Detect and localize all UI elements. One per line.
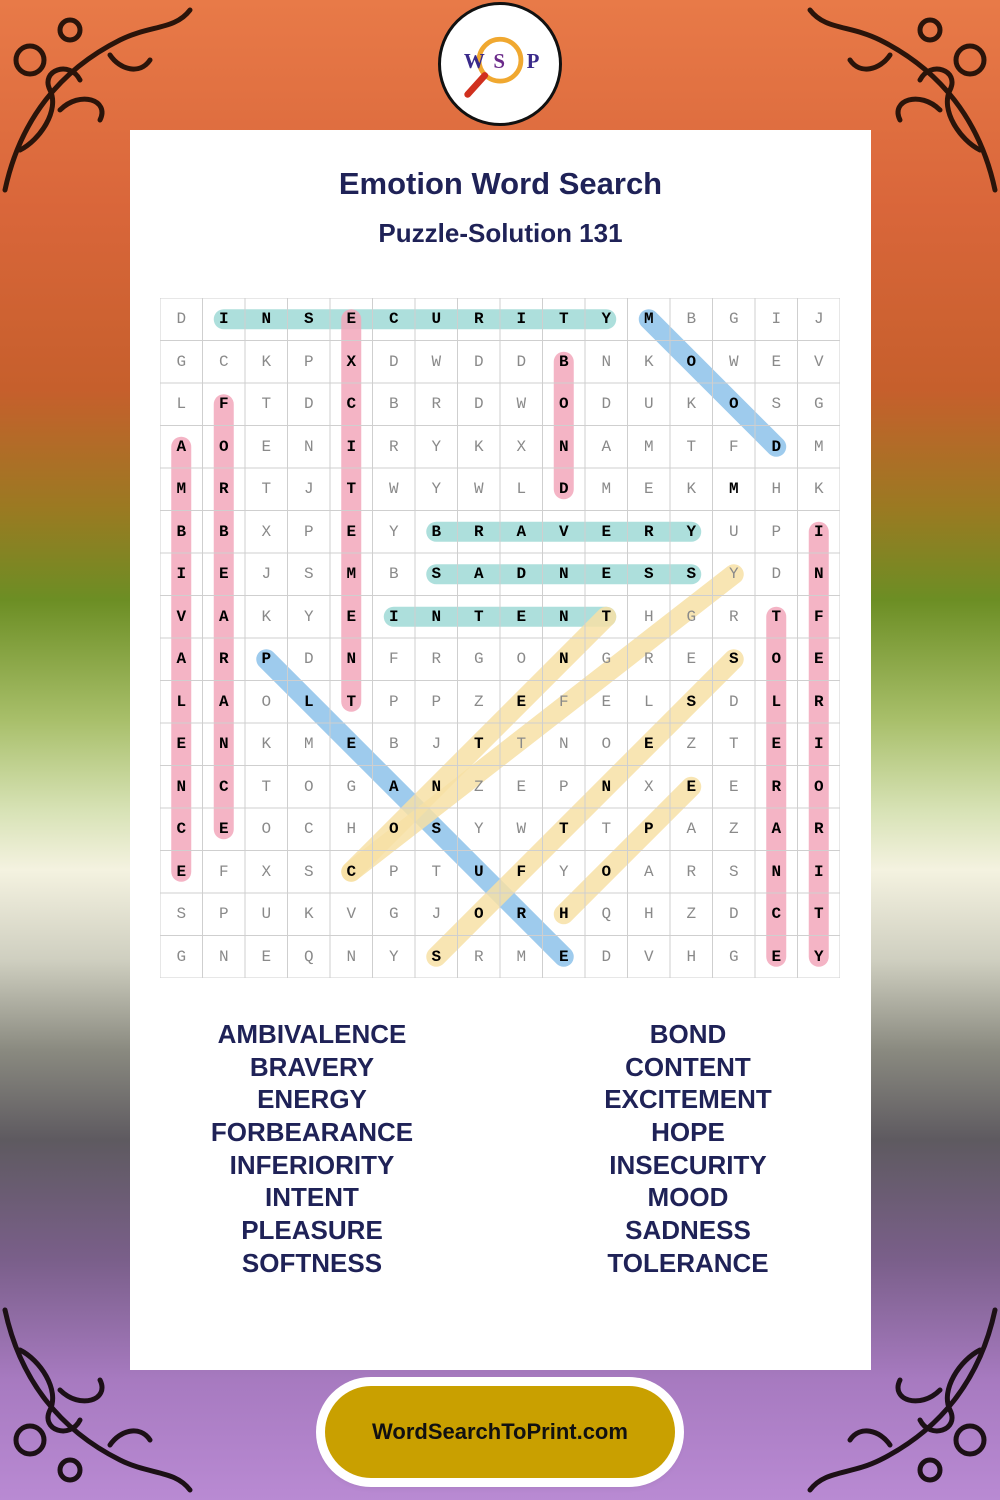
grid-cell[interactable]: R	[771, 777, 782, 796]
grid-cell[interactable]: N	[601, 777, 612, 796]
grid-cell[interactable]: F	[388, 650, 399, 668]
grid-cell[interactable]: D	[771, 437, 782, 456]
grid-cell[interactable]: T	[261, 480, 272, 498]
grid-cell[interactable]: Y	[473, 820, 484, 838]
grid-cell[interactable]: E	[728, 777, 739, 796]
grid-cell[interactable]: C	[303, 820, 314, 838]
word-list-item: INSECURITY	[609, 1149, 767, 1180]
word-list-item: ENERGY	[257, 1084, 367, 1115]
grid-cell[interactable]: S	[431, 565, 442, 583]
grid-cell[interactable]: K	[261, 352, 272, 371]
grid-cell[interactable]: O	[558, 395, 569, 413]
grid-cell[interactable]: P	[303, 352, 314, 371]
grid-cell[interactable]: O	[728, 395, 739, 413]
grid-cell[interactable]: D	[176, 310, 187, 328]
grid-cell[interactable]: E	[516, 607, 527, 626]
grid-cell[interactable]: C	[176, 820, 187, 838]
grid-cell[interactable]: T	[601, 820, 612, 838]
grid-cell[interactable]: G	[388, 905, 399, 923]
grid-cell[interactable]: M	[643, 310, 654, 328]
word-list-item: FORBEARANCE	[210, 1117, 414, 1148]
grid-cell[interactable]: K	[261, 607, 272, 626]
grid-cell[interactable]: C	[218, 352, 229, 371]
word-list-item: SOFTNESS	[241, 1247, 383, 1278]
grid-cell[interactable]: I	[388, 607, 399, 626]
grid-cell[interactable]: B	[431, 522, 442, 541]
grid-cell[interactable]: T	[261, 777, 272, 796]
grid-cell[interactable]: S	[176, 905, 187, 923]
grid-cell[interactable]: T	[261, 395, 272, 413]
grid-cell[interactable]: B	[388, 735, 399, 753]
grid-cell[interactable]: C	[346, 395, 357, 413]
grid-cell[interactable]: T	[516, 735, 527, 753]
grid-cell[interactable]: N	[813, 565, 824, 583]
grid-cell[interactable]: D	[558, 480, 569, 498]
word-list-right	[538, 1018, 838, 1280]
grid-cell[interactable]: A	[218, 692, 229, 711]
grid-cell[interactable]: D	[516, 565, 527, 583]
grid-cell[interactable]: Y	[388, 947, 399, 966]
grid-cell[interactable]: N	[558, 735, 569, 753]
grid-cell[interactable]: M	[346, 565, 357, 583]
grid-cell[interactable]: I	[176, 565, 187, 583]
grid-cell[interactable]: I	[771, 310, 782, 328]
grid-cell[interactable]: A	[176, 650, 187, 668]
grid-cell[interactable]: Y	[728, 565, 739, 583]
grid-cell[interactable]: T	[473, 735, 484, 753]
grid-cell[interactable]: B	[558, 352, 569, 371]
grid-cell[interactable]: R	[431, 395, 442, 413]
grid-cell[interactable]: O	[473, 905, 484, 923]
grid-cell[interactable]: G	[728, 310, 739, 328]
grid-cell[interactable]: T	[431, 862, 442, 881]
grid-cell[interactable]: R	[473, 522, 484, 541]
grid-cell[interactable]: N	[346, 650, 357, 668]
grid-cell[interactable]: A	[176, 437, 187, 456]
grid-cell[interactable]: T	[813, 905, 824, 923]
grid-cell[interactable]: S	[771, 395, 782, 413]
grid-cell[interactable]: I	[813, 522, 824, 541]
grid-cell[interactable]: J	[431, 905, 442, 923]
grid-cell[interactable]: O	[771, 650, 782, 668]
grid-cell[interactable]: P	[388, 692, 399, 711]
grid-cell[interactable]: P	[218, 905, 229, 923]
grid-cell[interactable]: R	[473, 947, 484, 966]
grid-cell[interactable]: S	[728, 862, 739, 881]
grid-cell[interactable]: V	[346, 905, 357, 923]
grid-cell[interactable]: C	[346, 862, 357, 881]
grid-cell[interactable]: T	[346, 480, 357, 498]
word-list-left	[162, 1018, 462, 1280]
grid-cell[interactable]: B	[686, 310, 697, 328]
grid-cell[interactable]: Z	[473, 777, 484, 796]
grid-cell[interactable]: E	[516, 777, 527, 796]
grid-cell[interactable]: E	[643, 735, 654, 753]
grid-cell[interactable]: Y	[431, 437, 442, 456]
grid-cell[interactable]: R	[643, 650, 654, 668]
grid-cell[interactable]: N	[431, 777, 442, 796]
grid-cell[interactable]: J	[813, 310, 824, 328]
grid-cell[interactable]: T	[601, 607, 612, 626]
grid-cell[interactable]: Z	[686, 735, 697, 753]
grid-cell[interactable]: F	[218, 862, 229, 881]
grid-cell[interactable]: Y	[388, 522, 399, 541]
grid-cell[interactable]: L	[771, 692, 782, 711]
grid-cell[interactable]: Y	[601, 310, 612, 328]
page-title: Emotion Word Search	[338, 166, 663, 201]
grid-cell[interactable]: D	[601, 947, 612, 966]
grid-cell[interactable]: S	[728, 650, 739, 668]
word-list-item: SADNESS	[625, 1215, 751, 1246]
grid-cell[interactable]: C	[218, 777, 229, 796]
grid-cell[interactable]: I	[346, 437, 357, 456]
grid-cell[interactable]: J	[261, 565, 272, 583]
grid-cell[interactable]: D	[516, 352, 527, 371]
grid-cell[interactable]: N	[303, 437, 314, 456]
grid-cell[interactable]: Z	[473, 692, 484, 711]
wsp-logo	[438, 2, 562, 126]
grid-cell[interactable]: E	[218, 820, 229, 838]
grid-cell[interactable]: K	[473, 437, 484, 456]
grid-cell[interactable]: N	[558, 607, 569, 626]
grid-cell[interactable]: V	[813, 352, 824, 371]
grid-letters	[160, 298, 840, 978]
grid-cell[interactable]: D	[771, 565, 782, 583]
grid-cell[interactable]: R	[218, 650, 229, 668]
grid-cell[interactable]: L	[303, 692, 314, 711]
grid-cell[interactable]: R	[388, 437, 399, 456]
grid-cell[interactable]: W	[431, 352, 442, 371]
grid-cell[interactable]: K	[813, 480, 824, 498]
word-list-item: HOPE	[651, 1117, 725, 1148]
grid-cell[interactable]: J	[431, 735, 442, 753]
grid-cell[interactable]: M	[516, 947, 527, 966]
grid-cell[interactable]: O	[516, 650, 527, 668]
grid-cell[interactable]: F	[558, 692, 569, 711]
grid-cell[interactable]: P	[771, 522, 782, 541]
grid-cell[interactable]: M	[176, 480, 187, 498]
grid-cell[interactable]: A	[686, 820, 697, 838]
grid-cell[interactable]: V	[176, 607, 187, 626]
grid-cell[interactable]: D	[601, 395, 612, 413]
grid-cell[interactable]: E	[771, 352, 782, 371]
grid-cell[interactable]: E	[601, 565, 612, 583]
grid-cell[interactable]: A	[218, 607, 229, 626]
grid-cell[interactable]: G	[728, 947, 739, 966]
word-grid	[160, 298, 840, 978]
grid-cell[interactable]: X	[643, 777, 654, 796]
grid-cell[interactable]: E	[261, 947, 272, 966]
grid-cell[interactable]: S	[303, 310, 314, 328]
grid-cell[interactable]: U	[643, 395, 654, 413]
grid-cell[interactable]: P	[303, 522, 314, 541]
grid-cell[interactable]: B	[388, 565, 399, 583]
grid-cell[interactable]: C	[771, 905, 782, 923]
grid-cell[interactable]: E	[176, 735, 187, 753]
grid-cell[interactable]: W	[516, 395, 527, 413]
grid-cell[interactable]: H	[643, 607, 654, 626]
grid-cell[interactable]: W	[388, 480, 399, 498]
grid-cell[interactable]: S	[303, 565, 314, 583]
grid-cell[interactable]: N	[558, 437, 569, 456]
grid-cell[interactable]: R	[516, 905, 527, 923]
word-list-item: INTENT	[265, 1182, 359, 1213]
grid-cell[interactable]: U	[473, 862, 484, 881]
grid-cell[interactable]: V	[558, 522, 569, 541]
grid-cell[interactable]: D	[473, 395, 484, 413]
word-list-item: BOND	[649, 1019, 727, 1049]
grid-cell[interactable]: M	[303, 735, 314, 753]
grid-cell[interactable]: D	[728, 905, 739, 923]
grid-cell[interactable]: D	[388, 352, 399, 371]
grid-cell[interactable]: R	[813, 692, 824, 711]
grid-cell[interactable]: M	[728, 480, 739, 498]
grid-cell[interactable]: T	[558, 820, 569, 838]
grid-cell[interactable]: A	[771, 820, 782, 838]
grid-cell[interactable]: E	[601, 522, 612, 541]
grid-cell[interactable]: F	[218, 395, 229, 413]
grid-cell[interactable]: E	[346, 522, 357, 541]
grid-cell[interactable]: N	[431, 607, 442, 626]
grid-cell[interactable]: P	[558, 777, 569, 796]
word-list-item: AMBIVALENCE	[217, 1019, 407, 1049]
grid-cell[interactable]: K	[303, 905, 314, 923]
grid-cell[interactable]: H	[686, 947, 697, 966]
grid-cell[interactable]: L	[643, 692, 654, 711]
grid-cell[interactable]: O	[388, 820, 399, 838]
grid-cell[interactable]: U	[431, 310, 442, 328]
grid-cell[interactable]: N	[771, 862, 782, 881]
grid-cell[interactable]: E	[601, 692, 612, 711]
grid-cell[interactable]: E	[176, 862, 187, 881]
grid-cell[interactable]: F	[813, 607, 824, 626]
grid-cell[interactable]: E	[813, 650, 824, 668]
grid-cell[interactable]: J	[303, 480, 314, 498]
grid-cell[interactable]: V	[643, 947, 654, 966]
grid-cell[interactable]: N	[558, 565, 569, 583]
grid-cell[interactable]: S	[431, 947, 442, 966]
grid-cell[interactable]: S	[686, 692, 697, 711]
logo-letter-w: W	[463, 48, 485, 73]
grid-cell[interactable]: A	[388, 777, 399, 796]
grid-cell[interactable]: Y	[431, 480, 442, 498]
grid-cell[interactable]: N	[261, 310, 272, 328]
grid-cell[interactable]: A	[473, 565, 484, 583]
grid-cell[interactable]: R	[431, 650, 442, 668]
grid-cell[interactable]: X	[261, 862, 272, 881]
grid-cell[interactable]: G	[473, 650, 484, 668]
grid-cell[interactable]: U	[728, 522, 739, 541]
grid-cell[interactable]: C	[388, 310, 399, 328]
logo-letter-s: S	[493, 48, 505, 73]
grid-cell[interactable]: N	[218, 947, 229, 966]
grid-cell[interactable]: L	[176, 395, 187, 413]
grid-cell[interactable]: D	[303, 395, 314, 413]
grid-cell[interactable]: R	[643, 522, 654, 541]
grid-cell[interactable]: S	[643, 565, 654, 583]
site-link-button[interactable]	[325, 1386, 675, 1478]
grid-cell[interactable]: D	[728, 692, 739, 711]
word-list-item: CONTENT	[625, 1051, 751, 1082]
grid-cell[interactable]: E	[686, 777, 697, 796]
grid-cell[interactable]: G	[686, 607, 697, 626]
grid-cell[interactable]: L	[176, 692, 187, 711]
grid-cell[interactable]: Q	[601, 905, 612, 923]
grid-cell[interactable]: G	[176, 352, 187, 371]
grid-cell[interactable]: E	[771, 735, 782, 753]
grid-cell[interactable]: O	[261, 820, 272, 838]
grid-cell[interactable]: T	[558, 310, 569, 328]
grid-cell[interactable]: I	[813, 862, 824, 881]
grid-cell[interactable]: Y	[303, 607, 314, 626]
word-list-item: MOOD	[647, 1182, 729, 1213]
grid-cell[interactable]: E	[516, 692, 527, 711]
grid-cell[interactable]: S	[686, 565, 697, 583]
grid-cell[interactable]: N	[218, 735, 229, 753]
grid-cell[interactable]: N	[346, 947, 357, 966]
grid-cell[interactable]: W	[728, 352, 739, 371]
grid-cell[interactable]: E	[346, 607, 357, 626]
grid-cell[interactable]: I	[813, 735, 824, 753]
grid-cell[interactable]: R	[473, 310, 484, 328]
grid-cell[interactable]: Q	[303, 947, 314, 966]
grid-cell[interactable]: O	[303, 777, 314, 796]
page-subtitle: Puzzle-Solution 131	[378, 218, 623, 248]
logo-letter-p: P	[526, 48, 540, 73]
grid-cell[interactable]: T	[686, 437, 697, 456]
grid-cell[interactable]: A	[601, 437, 612, 456]
grid-cell[interactable]: R	[813, 820, 824, 838]
grid-cell[interactable]: K	[686, 480, 697, 498]
grid-cell[interactable]: U	[261, 905, 272, 923]
grid-cell[interactable]: H	[643, 905, 654, 923]
grid-cell[interactable]: Z	[728, 820, 739, 838]
puzzle-card	[130, 130, 871, 1370]
grid-cell[interactable]: H	[346, 820, 357, 838]
grid-cell[interactable]: E	[771, 947, 782, 966]
grid-cell[interactable]: O	[218, 437, 229, 456]
grid-cell[interactable]: G	[813, 395, 824, 413]
grid-cell[interactable]: R	[728, 607, 739, 626]
grid-cell[interactable]: R	[218, 480, 229, 498]
grid-cell[interactable]: M	[643, 437, 654, 456]
grid-cell[interactable]: A	[643, 862, 654, 881]
grid-cell[interactable]: S	[303, 862, 314, 881]
grid-cell[interactable]: I	[218, 310, 229, 328]
grid-cell[interactable]: T	[771, 607, 782, 626]
grid-cell[interactable]: R	[686, 862, 697, 881]
grid-cell[interactable]: O	[601, 862, 612, 881]
grid-cell[interactable]: D	[303, 650, 314, 668]
grid-cell[interactable]: B	[388, 395, 399, 413]
grid-cell[interactable]: P	[643, 820, 654, 838]
word-list-item: INFERIORITY	[229, 1149, 395, 1180]
word-list-item: TOLERANCE	[607, 1247, 769, 1278]
grid-cell[interactable]: X	[261, 522, 272, 541]
grid-cell[interactable]: M	[601, 480, 612, 498]
grid-cell[interactable]: P	[261, 650, 272, 668]
grid-cell[interactable]: O	[686, 352, 697, 371]
grid-cell[interactable]: Y	[558, 862, 569, 881]
grid-cell[interactable]: N	[558, 650, 569, 668]
grid-cell[interactable]: O	[261, 692, 272, 711]
grid-cell[interactable]: L	[516, 480, 527, 498]
site-link-label: WordSearchToPrint.com	[372, 1419, 628, 1444]
grid-cell[interactable]: M	[813, 437, 824, 456]
grid-cell[interactable]: E	[346, 310, 357, 328]
grid-cell[interactable]: K	[686, 395, 697, 413]
grid-cell[interactable]: E	[346, 735, 357, 753]
grid-cell[interactable]: N	[601, 352, 612, 371]
grid-cell[interactable]: Y	[813, 947, 824, 966]
grid-cell[interactable]: D	[473, 352, 484, 371]
grid-cell[interactable]: S	[431, 820, 442, 838]
grid-cell[interactable]: P	[431, 692, 442, 711]
grid-cell[interactable]: G	[176, 947, 187, 966]
grid-cell[interactable]: N	[176, 777, 187, 796]
grid-cell[interactable]: O	[601, 735, 612, 753]
grid-cell[interactable]: B	[176, 522, 187, 541]
grid-cell[interactable]: I	[516, 310, 527, 328]
grid-cell[interactable]: X	[346, 352, 357, 371]
word-list-item: EXCITEMENT	[604, 1084, 772, 1115]
grid-cell[interactable]: G	[346, 777, 357, 796]
grid-cell[interactable]: X	[516, 437, 527, 456]
grid-cell[interactable]: Y	[686, 522, 697, 541]
grid-cell[interactable]: T	[473, 607, 484, 626]
grid-cell[interactable]: E	[558, 947, 569, 966]
grid-cell[interactable]: W	[516, 820, 527, 838]
grid-cell[interactable]: K	[261, 735, 272, 753]
grid-cell[interactable]: Z	[686, 905, 697, 923]
grid-cell[interactable]: E	[643, 480, 654, 498]
grid-cell[interactable]: F	[516, 862, 527, 881]
grid-cell[interactable]: O	[813, 777, 824, 796]
grid-cell[interactable]: H	[771, 480, 782, 498]
grid-cell[interactable]: T	[346, 692, 357, 711]
grid-cell[interactable]: K	[643, 352, 654, 371]
grid-cell[interactable]: F	[728, 437, 739, 456]
grid-cell[interactable]: H	[558, 905, 569, 923]
grid-cell[interactable]: B	[218, 522, 229, 541]
grid-cell[interactable]: G	[601, 650, 612, 668]
word-list-item: PLEASURE	[241, 1215, 383, 1246]
grid-cell[interactable]: E	[218, 565, 229, 583]
grid-cell[interactable]: A	[516, 522, 527, 541]
grid-cell[interactable]: P	[388, 862, 399, 881]
grid-cell[interactable]: E	[261, 437, 272, 456]
word-list-item: BRAVERY	[249, 1051, 375, 1082]
grid-cell[interactable]: T	[728, 735, 739, 753]
grid-cell[interactable]: E	[686, 650, 697, 668]
grid-cell[interactable]: W	[473, 480, 484, 498]
